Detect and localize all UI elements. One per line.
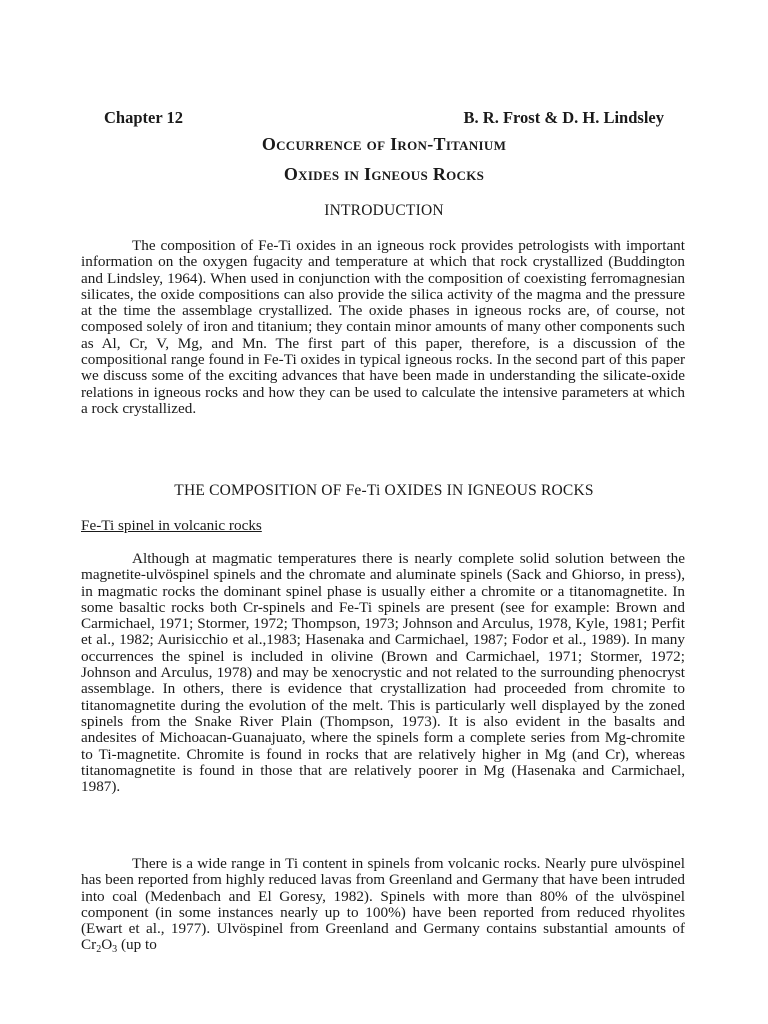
authors: B. R. Frost & D. H. Lindsley [463, 108, 664, 127]
body-paragraph-2 [81, 856, 685, 954]
title-line-1: Occurrence of Iron-Titanium [261, 134, 507, 154]
section-heading: THE COMPOSITION OF Fe-Ti OXIDES IN IGNEOUS ROCKS [174, 482, 594, 499]
introduction-heading: INTRODUCTION [324, 202, 444, 219]
intro-paragraph [81, 238, 685, 417]
body-paragraph-2-text: There is a wide range in Ti content in spinels from volcanic rocks. Nearly pure ulvöspinel has been reported from highly reduced lavas from Greenland and Germany that have been intruded into coal (Medenbach and El Goresy, 1982). Spinels with more than 80% of the ulvöspinel component (in some instances nearly up to 100%) have been reported from reduced rhyolites (Ewart et al., 1977). Ulvöspinel from Greenland and Germany contains substantial amounts of [81, 855, 685, 938]
chemical-formula: $Cr_2O_3$ [81, 936, 118, 956]
intro-paragraph-text: The composition of Fe-Ti oxides in an igneous rock provides petrologists with important information on the oxygen fugacity and temperature at which that rock crystallized (Buddington and Lindsley, 1964). When used in conjunction with the composition of coexisting ferromagnesian silicates, the oxide compositions can also provide the silica activity of the magma and the pressure at the time the assemblage crystallized. The oxide phases in igneous rocks are, of course, not composed solely of iron and titanium; they contain minor amounts of many other components such as Al, Cr, V, Mg, and Mn. The first part of this paper, therefore, is a discussion of the compositional range found in Fe-Ti oxides in typical igneous rocks. In the second part of this paper we discuss some of the exciting advances that have been made in understanding the silicate-oxide relations in igneous rocks and how they can be used to calculate the intensive parameters at which a rock crystallized. [81, 237, 685, 417]
body-paragraph-1-text: Although at magmatic temperatures there is nearly complete solid solution between the magnetite-ulvöspinel spinels and the chromate and aluminate spinels (Sack and Ghiorso, in press), in magmatic rocks the dominant spinel phase is usually either a chromite or a titanomagnetite. In some basaltic rocks both Cr-spinels and Fe-Ti spinels are present (see for example: Brown and Carmichael, 1971; Stormer, 1972; Thompson, 1973; Johnson and Arculus, 1978, Kyle, 1981; Perfit et al., 1982; Aurisicchio et al.,1983; Hasenaka and Carmichael, 1987; Fodor et al., 1989). In many occurrences the spinel is included in olivine (Brown and Carmichael, 1971; Stormer, 1972; Johnson and Arculus, 1978) and may be xenocrystic and not related to the surrounding phenocryst assemblage. In others, there is evidence that crystallization had proceeded from chromite to titanomagnetite during the evolution of the melt. This is particularly well displayed by the zoned spinels from the Snake River Plain (Thompson, 1973). It is also evident in the basalts and andesites of Michoacan-Guanajuato, where the spinels form a complete series from Mg-chromite to Ti-magnetite. Chromite is found in rocks that are relatively higher in Mg (and Cr), whereas titanomagnetite is found in those that are relatively poorer in Mg (Hasenaka and Carmichael, 1987). [81, 550, 685, 796]
subsection-heading: Fe-Ti spinel in volcanic rocks [81, 517, 262, 534]
chapter-number: Chapter 12 [104, 108, 183, 127]
title-line-2: Oxides in Igneous Rocks [283, 164, 485, 184]
body-paragraph-2-tail: (up to [117, 936, 157, 954]
chapter-header [104, 108, 664, 128]
body-paragraph-1 [81, 551, 685, 795]
